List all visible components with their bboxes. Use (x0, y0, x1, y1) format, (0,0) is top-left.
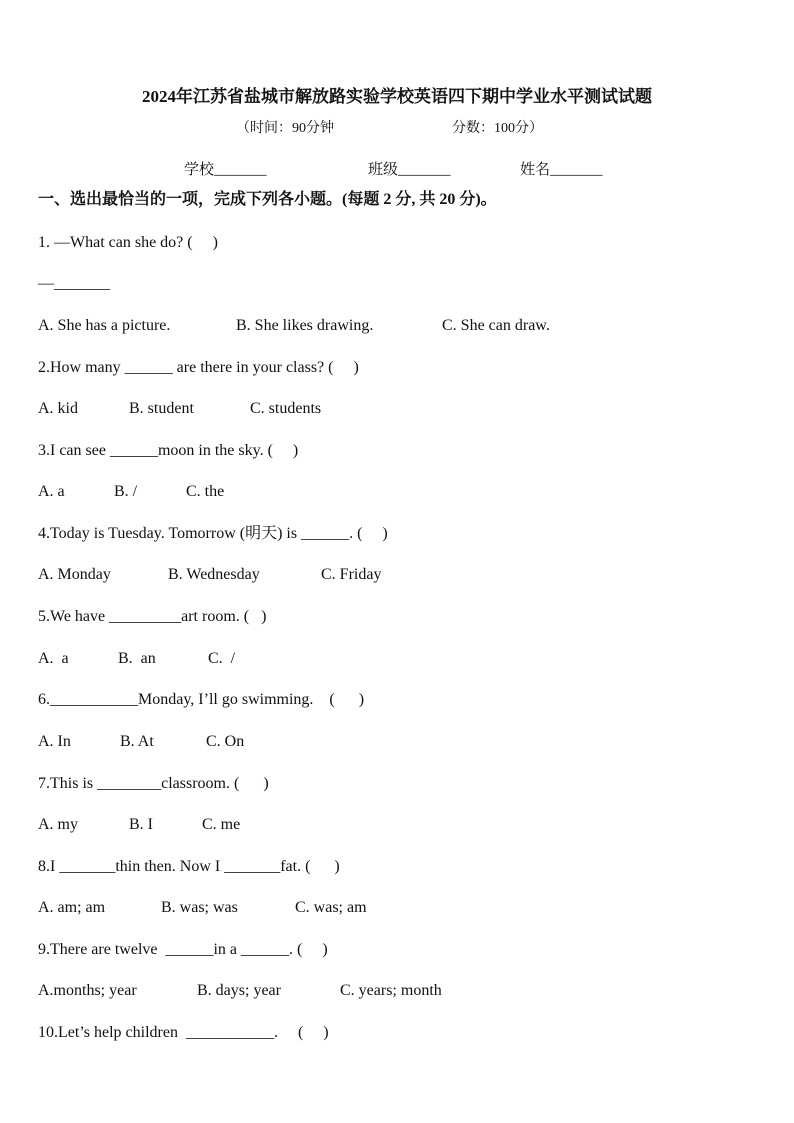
option-2-c: C. students (250, 400, 322, 417)
option-6-b: B. At (120, 733, 154, 750)
option-5-a: A. a (38, 650, 69, 667)
option-2-a: A. kid (38, 400, 78, 417)
option-4-c: C. Friday (321, 566, 382, 583)
question-6: 6.___________Monday, I’ll go swimming. ( ) (38, 691, 365, 708)
question-7: 7.This is ________classroom. ( ) (38, 775, 269, 792)
option-7-b: B. I (129, 816, 153, 833)
option-7-c: C. me (202, 816, 241, 833)
question-10: 10.Let’s help children ___________. ( ) (38, 1024, 329, 1041)
option-8-b: B. was; was (161, 899, 238, 916)
school-field: 学校_______ (184, 162, 267, 178)
option-4-a: A. Monday (38, 566, 111, 583)
option-2-b: B. student (129, 400, 194, 417)
option-8-a: A. am; am (38, 899, 106, 916)
question-9: 9.There are twelve ______in a ______. ( ) (38, 941, 328, 958)
option-4-b: B. Wednesday (168, 566, 260, 583)
option-5-b: B. an (118, 650, 156, 667)
option-6-a: A. In (38, 733, 71, 750)
option-9-b: B. days; year (197, 982, 281, 999)
option-3-b: B. / (114, 483, 138, 500)
question-1: 1. —What can she do? ( ) (38, 234, 218, 251)
option-1-b: B. She likes drawing. (236, 317, 374, 334)
question-8: 8.I _______thin then. Now I _______fat. ( ) (38, 858, 340, 875)
page-title: 2024年江苏省盐城市解放路实验学校英语四下期中学业水平测试试题 (142, 87, 652, 106)
option-1-c: C. She can draw. (442, 317, 550, 334)
name-field: 姓名_______ (520, 162, 603, 178)
option-7-a: A. my (38, 816, 78, 833)
question-5: 5.We have _________art room. ( ) (38, 608, 267, 625)
section-heading: 一、选出最恰当的一项，完成下列各小题。(每题 2 分, 共 20 分)。 (38, 191, 497, 208)
class-field: 班级_______ (368, 162, 451, 178)
question-2: 2.How many ______ are there in your class? ( ) (38, 359, 359, 376)
option-9-c: C. years; month (340, 982, 442, 999)
option-1-a: A. She has a picture. (38, 317, 171, 334)
question-3: 3.I can see ______moon in the sky. ( ) (38, 442, 299, 459)
question-4: 4.Today is Tuesday. Tomorrow (明天) is ______. ( ) (38, 525, 388, 542)
exam-score: 分数：100分） (452, 121, 543, 136)
option-5-c: C. / (208, 650, 236, 667)
question-1-answer-line: —_______ (38, 275, 110, 292)
exam-time: （时间：90分钟 (236, 121, 334, 136)
option-9-a: A.months; year (38, 982, 137, 999)
option-3-c: C. the (186, 483, 225, 500)
option-6-c: C. On (206, 733, 245, 750)
option-8-c: C. was; am (295, 899, 367, 916)
option-3-a: A. a (38, 483, 65, 500)
